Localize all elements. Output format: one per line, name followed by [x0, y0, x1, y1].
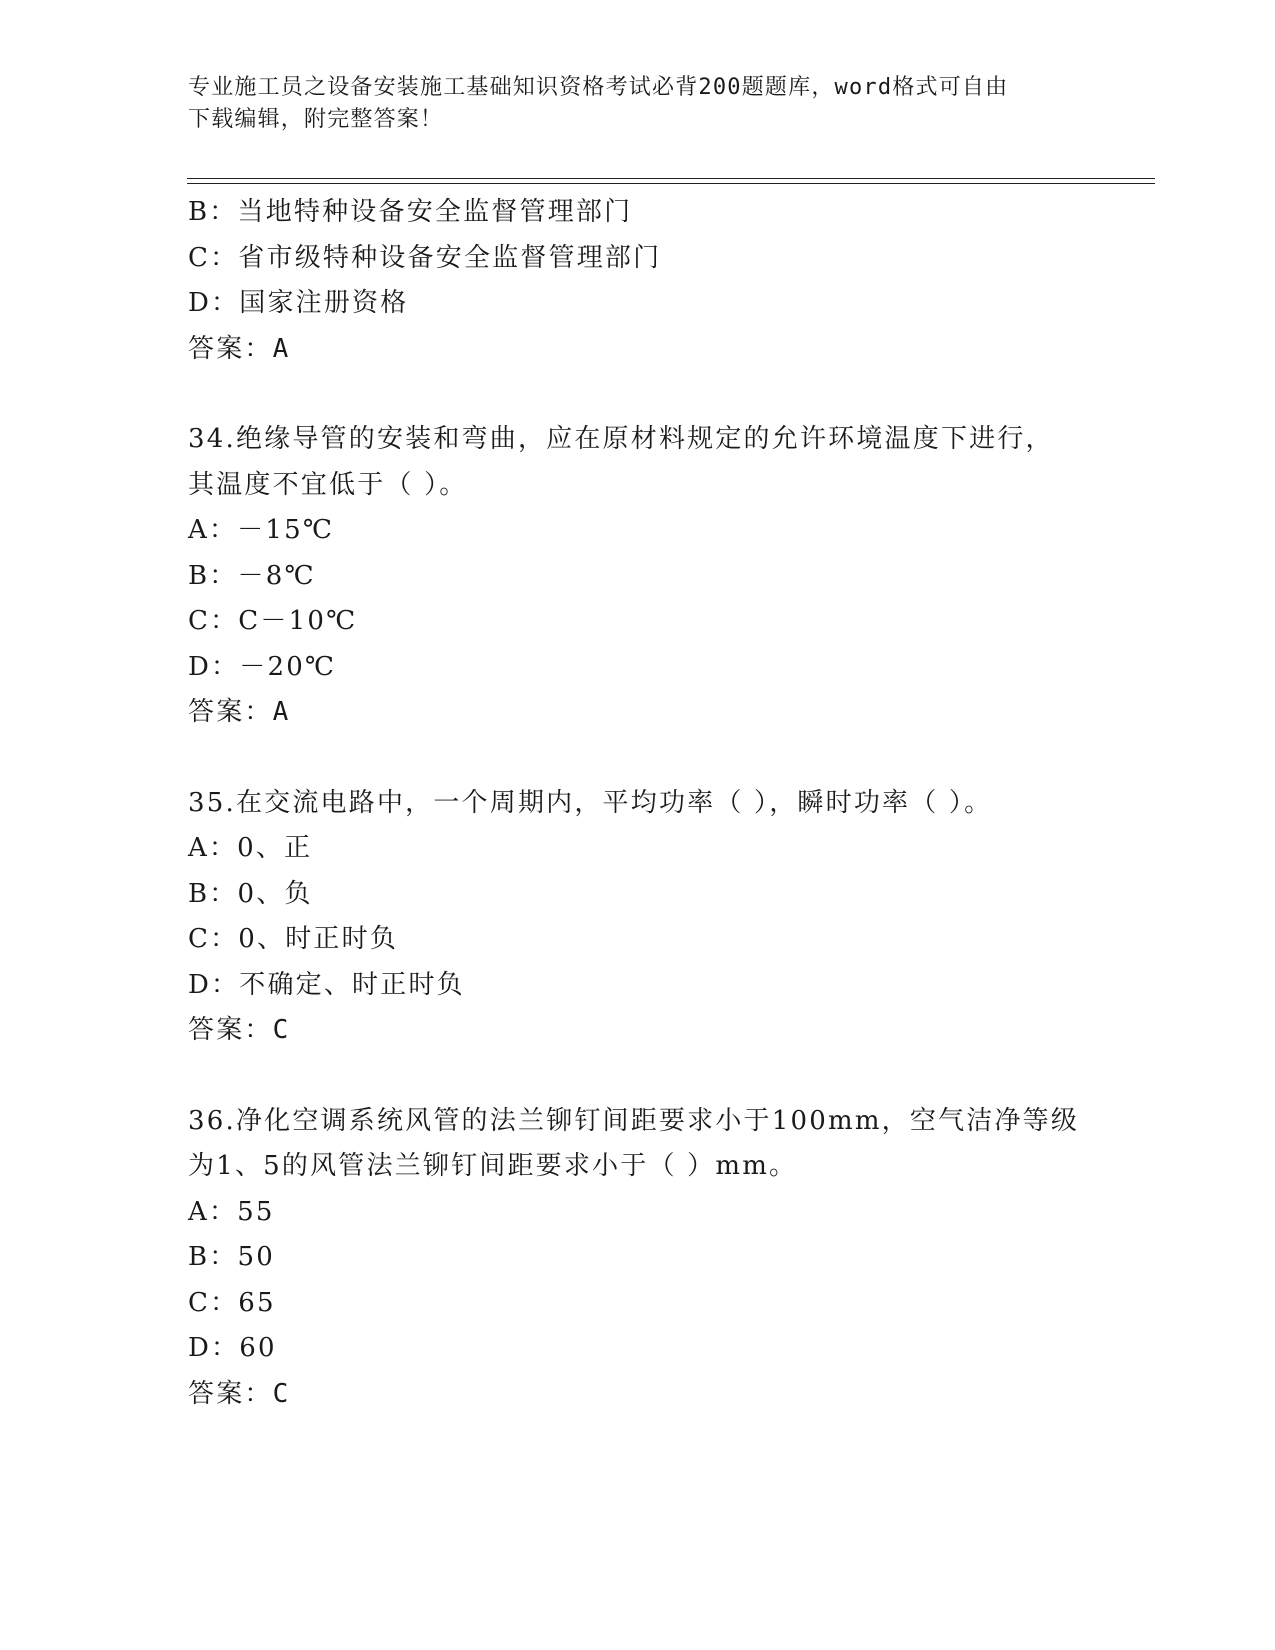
question-stem: 36.净化空调系统风管的法兰铆钉间距要求小于100mm，空气洁净等级	[188, 1105, 1080, 1136]
option-a: A：0、正	[188, 833, 313, 863]
option-b: B：0、负	[188, 878, 313, 909]
question-35	[188, 781, 1088, 1054]
option-d: D：不确定、时正时负	[188, 969, 465, 1000]
question-stem: 35.在交流电路中，一个周期内，平均功率（ ），瞬时功率（ ）。	[188, 787, 993, 818]
option-b: B：当地特种设备安全监督管理部门	[188, 197, 633, 227]
answer-line: 答案：A	[188, 697, 291, 727]
header-line-2: 下载编辑，附完整答案！	[188, 107, 444, 132]
answer-line: 答案：C	[188, 1378, 291, 1409]
header-rule-bottom	[187, 183, 1155, 184]
question-stem: 其温度不宜低于（ ）。	[188, 469, 468, 500]
option-c: C：65	[188, 1287, 276, 1318]
question-stem: 34.绝缘导管的安装和弯曲，应在原材料规定的允许环境温度下进行，	[188, 424, 1054, 454]
option-c: C：C－10℃	[188, 606, 358, 636]
prev-question-block	[188, 190, 1088, 372]
option-a: A：55	[188, 1196, 275, 1227]
option-d: D：60	[188, 1333, 277, 1363]
page-header	[188, 72, 1068, 136]
option-d: D：－20℃	[188, 651, 337, 682]
header-rule-top	[187, 178, 1155, 179]
question-36	[188, 1099, 1088, 1418]
answer-line: 答案：C	[188, 1015, 291, 1045]
option-d: D：国家注册资格	[188, 288, 409, 318]
option-a: A：－15℃	[188, 515, 335, 545]
option-b: B：－8℃	[188, 560, 316, 591]
question-stem: 为1、5的风管法兰铆钉间距要求小于（ ）mm。	[188, 1151, 798, 1181]
question-list	[188, 190, 1088, 1417]
option-c: C：省市级特种设备安全监督管理部门	[188, 242, 662, 273]
option-c: C：0、时正时负	[188, 924, 399, 954]
answer-line: 答案：A	[188, 333, 291, 364]
option-b: B：50	[188, 1242, 275, 1272]
question-34	[188, 417, 1088, 736]
header-line-1: 专业施工员之设备安装施工基础知识资格考试必背200题题库，word格式可自由	[188, 75, 1009, 100]
